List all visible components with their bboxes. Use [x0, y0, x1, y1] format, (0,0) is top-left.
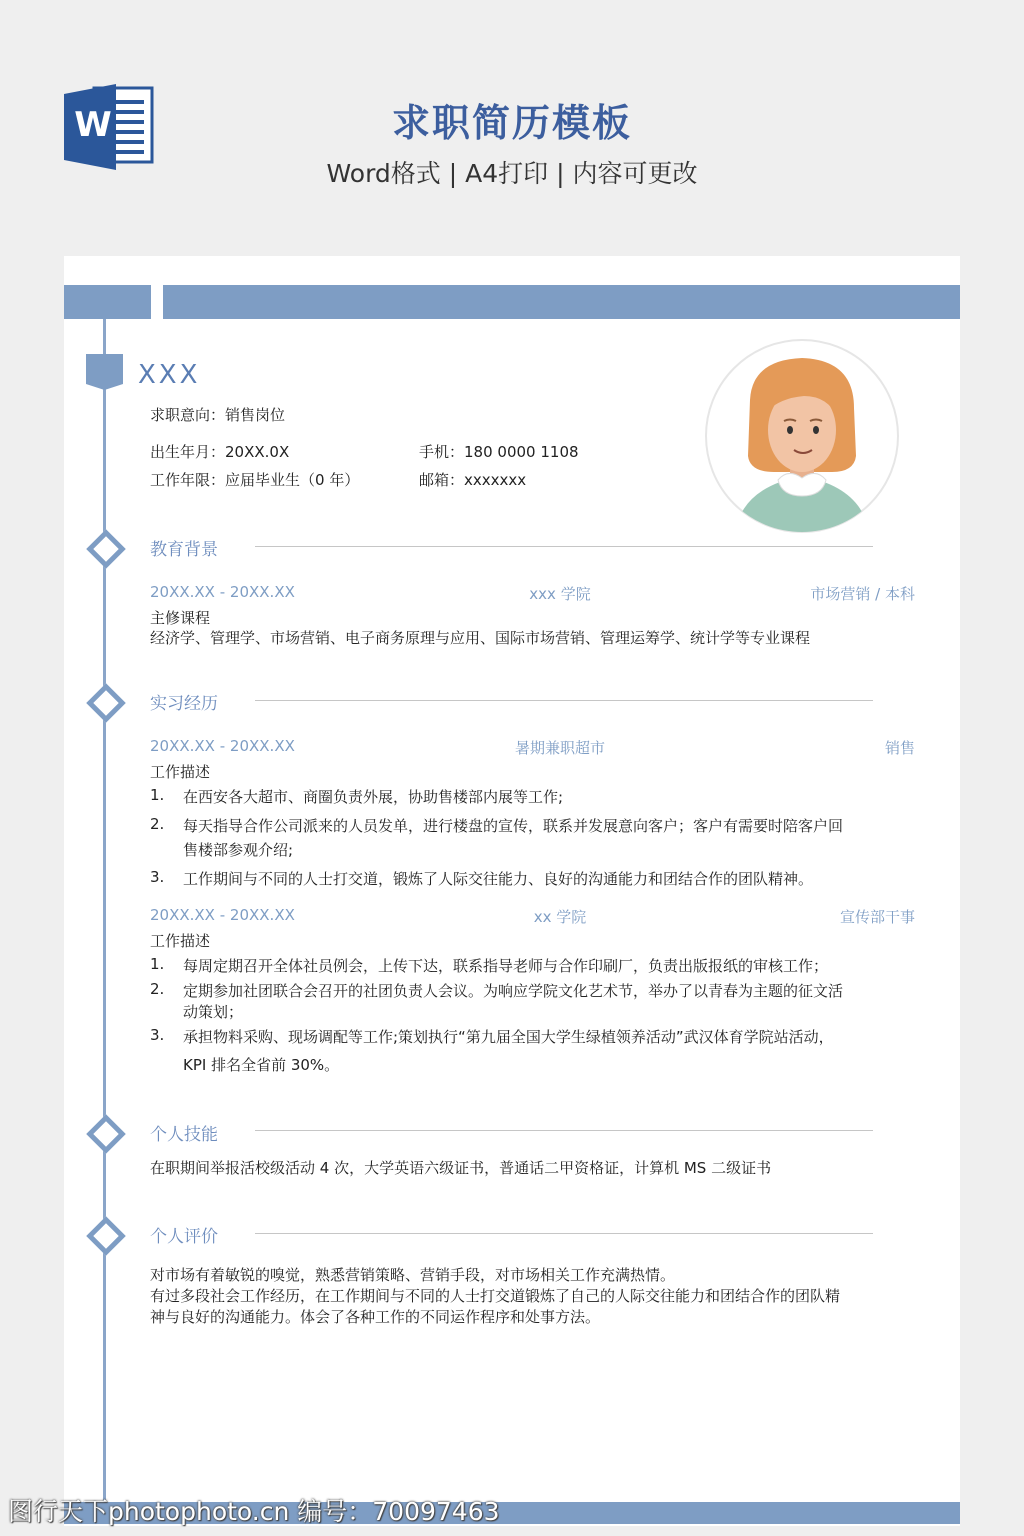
evaluation-title: 个人评价: [150, 1227, 218, 1247]
phone-row: [419, 441, 579, 462]
objective-label: 求职意向：: [150, 406, 226, 424]
list-number: 1.: [150, 786, 165, 804]
years-row: [150, 469, 359, 490]
birth-value: 20XX.0X: [225, 443, 290, 461]
years-label: 工作年限：: [150, 471, 226, 489]
top-bar-right: [163, 285, 960, 319]
list-number: 2.: [150, 815, 165, 833]
list-number: 1.: [150, 955, 165, 973]
phone-value: 180 0000 1108: [464, 443, 579, 461]
page-title: 求职简历模板: [391, 101, 632, 145]
skills-divider: [255, 1130, 873, 1131]
list-number: 3.: [150, 1026, 165, 1044]
list-item: 定期参加社团联合会召开的社团负责人会议。为响应学院文化艺术节，举办了以青春为主题的征文活: [183, 982, 844, 1000]
courses-text: 经济学、管理学、市场营销、电子商务原理与应用、国际市场营销、管理运筹学、统计学等专业课程: [150, 629, 811, 647]
word-logo-letter: W: [74, 105, 112, 145]
courses-label: 主修课程: [150, 609, 211, 627]
education-school: xxx 学院: [529, 585, 591, 603]
list-item-cont: 动策划；: [183, 1003, 244, 1021]
evaluation-line: 有过多段社会工作经历，在工作期间与不同的人士打交道锻炼了自己的人际交往能力和团结合作的团队精: [150, 1287, 841, 1305]
page-subtitle: Word格式 | A4打印 | 内容可更改: [326, 159, 698, 188]
email-row: [419, 469, 526, 490]
name-tag-icon: [86, 354, 123, 390]
list-item-cont: KPI 排名全省前 30%。: [183, 1056, 340, 1074]
birth-row: [150, 441, 289, 462]
list-item-cont: 售楼部参观介绍;: [183, 841, 294, 859]
job-desc-label: 工作描述: [150, 932, 211, 950]
education-title: 教育背景: [150, 540, 218, 560]
list-item: 每周定期召开全体社员例会，上传下达，联系指导老师与合作印刷厂，负责出版报纸的审核工作；: [183, 957, 829, 975]
watermark-text: 图行天下photophoto.cn 编号：70097463: [8, 1497, 500, 1526]
objective-row: [150, 404, 285, 425]
internship-title: 实习经历: [150, 694, 218, 714]
candidate-name: XXX: [138, 360, 201, 390]
list-number: 2.: [150, 980, 165, 998]
education-divider: [255, 546, 873, 547]
objective-value: 销售岗位: [225, 406, 286, 424]
education-major: 市场营销 / 本科: [810, 585, 915, 603]
evaluation-line: 对市场有着敏锐的嗅觉，熟悉营销策略、营销手段，对市场相关工作充满热情。: [150, 1266, 676, 1284]
list-item: 工作期间与不同的人士打交道，锻炼了人际交往能力、良好的沟通能力和团结合作的团队精神。: [183, 870, 814, 888]
job-org: xx 学院: [533, 908, 587, 926]
internship-divider: [255, 700, 873, 701]
top-bar-left: [64, 285, 151, 319]
skills-text: 在职期间举报活校级活动 4 次，大学英语六级证书，普通话二甲资格证，计算机 MS 二级证书: [150, 1159, 772, 1177]
phone-label: 手机：: [419, 443, 465, 461]
list-item: 承担物料采购、现场调配等工作;策划执行“第九届全国大学生绿植领养活动”武汉体育学院站活动，: [183, 1028, 834, 1046]
email-label: 邮箱：: [419, 471, 465, 489]
years-value: 应届毕业生（0 年）: [225, 471, 360, 489]
timeline-line: [103, 319, 106, 1504]
job-date: 20XX.XX - 20XX.XX: [150, 906, 295, 924]
job-desc-label: 工作描述: [150, 763, 211, 781]
list-item: 每天指导合作公司派来的人员发单，进行楼盘的宣传，联系并发展意向客户；客户有需要时陪客户回: [183, 817, 844, 835]
job-org: 暑期兼职超市: [514, 739, 605, 757]
job-role: 销售: [884, 739, 915, 757]
list-item: 在西安各大超市、商圈负责外展，协助售楼部内展等工作;: [183, 788, 564, 806]
avatar: [704, 338, 900, 534]
job-date: 20XX.XX - 20XX.XX: [150, 737, 295, 755]
skills-title: 个人技能: [150, 1125, 218, 1145]
evaluation-line: 神与良好的沟通能力。体会了各种工作的不同运作程序和处事方法。: [150, 1308, 601, 1326]
education-date: 20XX.XX - 20XX.XX: [150, 583, 295, 601]
job-role: 宣传部干事: [839, 908, 915, 926]
list-number: 3.: [150, 868, 165, 886]
email-value: xxxxxxx: [464, 471, 527, 489]
evaluation-divider: [255, 1233, 873, 1234]
birth-label: 出生年月：: [150, 443, 226, 461]
